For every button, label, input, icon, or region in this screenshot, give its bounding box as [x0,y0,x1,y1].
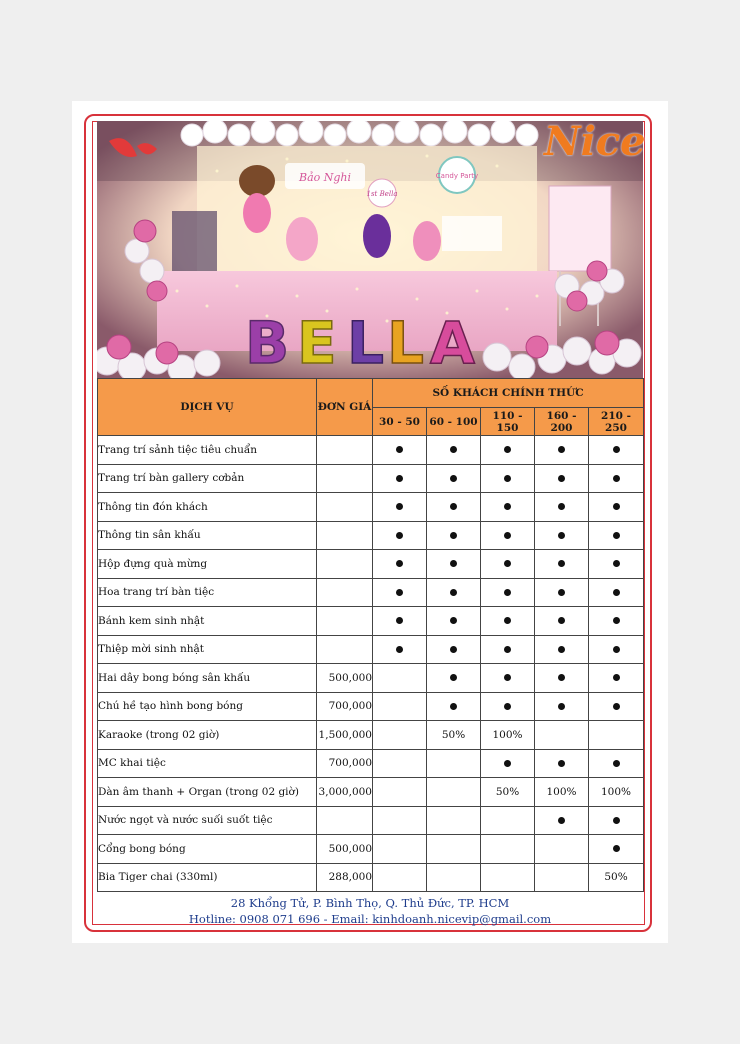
table-row [98,464,644,493]
included-dot-icon [613,475,620,482]
included-dot-icon [558,646,565,653]
included-cell [535,493,589,522]
table-row [98,863,644,892]
percentage-cell: 100% [535,778,589,807]
empty-cell [427,806,481,835]
letter-b: B [245,309,290,377]
included-cell [373,436,427,465]
included-cell [535,436,589,465]
included-cell [481,493,535,522]
unit-price-cell: 700,000 [317,749,373,778]
service-column-header: DỊCH VỤ [98,379,317,436]
included-dot-icon [396,503,403,510]
included-cell [427,692,481,721]
service-name-cell: Karaoke (trong 02 giờ) [98,721,317,750]
table-row [98,835,644,864]
included-dot-icon [504,532,511,539]
guest-range-header: 30 - 50 [373,408,427,436]
included-cell [427,464,481,493]
included-dot-icon [613,646,620,653]
included-dot-icon [558,475,565,482]
included-cell [481,692,535,721]
included-cell [535,635,589,664]
service-name-cell: Nước ngọt và nước suối suốt tiệc [98,806,317,835]
included-dot-icon [558,532,565,539]
included-cell [589,464,644,493]
unit-price-cell [317,436,373,465]
guest-range-header: 60 - 100 [427,408,481,436]
unit-price-cell: 500,000 [317,664,373,693]
included-cell [589,521,644,550]
service-pricing-table [97,378,644,892]
included-cell [373,550,427,579]
service-name-cell: Hai dây bong bóng sân khấu [98,664,317,693]
included-dot-icon [558,617,565,624]
included-cell [427,635,481,664]
included-dot-icon [613,446,620,453]
included-dot-icon [613,817,620,824]
table-row [98,635,644,664]
table-row [98,550,644,579]
guest-range-header: 160 - 200 [535,408,589,436]
service-name-cell: Dàn âm thanh + Organ (trong 02 giờ) [98,778,317,807]
empty-cell [535,721,589,750]
included-dot-icon [396,589,403,596]
included-cell [427,578,481,607]
included-dot-icon [613,532,620,539]
included-cell [589,493,644,522]
included-dot-icon [504,760,511,767]
unit-price-cell: 3,000,000 [317,778,373,807]
included-cell [373,493,427,522]
included-dot-icon [613,560,620,567]
included-dot-icon [396,475,403,482]
footer-contact: Hotline: 0908 071 696 - Email: kinhdoanh.nicevip@gmail.com [188,912,552,926]
included-cell [589,436,644,465]
included-cell [373,578,427,607]
banner-name-text: Bảo Nghi [298,171,352,184]
empty-cell [427,749,481,778]
empty-cell [373,863,427,892]
unit-price-cell [317,607,373,636]
included-dot-icon [613,503,620,510]
service-name-cell: Thiệp mời sinh nhật [98,635,317,664]
percentage-cell: 100% [481,721,535,750]
empty-cell [373,806,427,835]
included-cell [373,464,427,493]
table-row [98,578,644,607]
included-dot-icon [450,560,457,567]
included-dot-icon [450,503,457,510]
included-dot-icon [504,503,511,510]
empty-cell [481,806,535,835]
included-cell [427,436,481,465]
included-cell [481,464,535,493]
table-row [98,436,644,465]
included-dot-icon [396,560,403,567]
service-name-cell: Thông tin sân khấu [98,521,317,550]
unit-price-cell: 500,000 [317,835,373,864]
included-cell [481,749,535,778]
included-dot-icon [558,446,565,453]
included-dot-icon [450,589,457,596]
included-cell [427,521,481,550]
included-dot-icon [558,589,565,596]
included-cell [481,607,535,636]
included-cell [535,806,589,835]
service-name-cell: Cổng bong bóng [98,835,317,864]
included-dot-icon [396,446,403,453]
letter-l1: L [347,309,384,377]
included-cell [589,835,644,864]
unit-price-cell: 700,000 [317,692,373,721]
price-column-header: ĐƠN GIÁ [317,379,373,436]
percentage-cell: 50% [427,721,481,750]
table-row [98,521,644,550]
empty-cell [373,778,427,807]
included-dot-icon [450,674,457,681]
percentage-cell: 100% [589,778,644,807]
unit-price-cell [317,521,373,550]
included-dot-icon [613,617,620,624]
empty-cell [535,835,589,864]
included-dot-icon [396,646,403,653]
included-cell [589,806,644,835]
included-cell [535,578,589,607]
table-row [98,749,644,778]
included-cell [427,493,481,522]
included-cell [535,464,589,493]
included-dot-icon [450,646,457,653]
included-cell [427,607,481,636]
empty-cell [427,835,481,864]
included-cell [589,607,644,636]
service-name-cell: Thông tin đón khách [98,493,317,522]
service-name-cell: Trang trí sảnh tiệc tiêu chuẩn [98,436,317,465]
footer-address: 28 Khổng Tử, P. Bình Thọ, Q. Thủ Đức, TP. HCM [230,896,510,910]
empty-cell [481,863,535,892]
included-cell [373,521,427,550]
included-cell [535,550,589,579]
service-name-cell: Hộp đựng quà mừng [98,550,317,579]
included-dot-icon [504,674,511,681]
table-row [98,493,644,522]
included-cell [373,635,427,664]
included-dot-icon [504,617,511,624]
included-dot-icon [504,475,511,482]
included-cell [481,635,535,664]
empty-cell [535,863,589,892]
included-dot-icon [450,532,457,539]
included-dot-icon [613,674,620,681]
included-dot-icon [613,845,620,852]
included-dot-icon [450,703,457,710]
included-dot-icon [558,760,565,767]
service-name-cell: Bánh kem sinh nhật [98,607,317,636]
candy-party-badge: Candy Party [435,172,479,180]
included-cell [535,692,589,721]
percentage-cell: 50% [481,778,535,807]
unit-price-cell: 288,000 [317,863,373,892]
included-cell [481,664,535,693]
nice-logo: Nice [544,118,646,165]
included-dot-icon [396,617,403,624]
empty-cell [427,863,481,892]
letter-l2: L [387,309,424,377]
guest-range-header: 110 - 150 [481,408,535,436]
included-cell [373,607,427,636]
included-dot-icon [504,560,511,567]
unit-price-cell [317,493,373,522]
included-dot-icon [558,674,565,681]
letter-a: A [430,309,475,377]
included-dot-icon [450,475,457,482]
included-cell [535,749,589,778]
included-cell [427,550,481,579]
table-row [98,607,644,636]
empty-cell [373,692,427,721]
included-cell [589,635,644,664]
unit-price-cell: 1,500,000 [317,721,373,750]
unit-price-cell [317,806,373,835]
empty-cell [373,664,427,693]
empty-cell [481,835,535,864]
included-cell [535,521,589,550]
service-name-cell: Hoa trang trí bàn tiệc [98,578,317,607]
included-cell [589,664,644,693]
service-name-cell: MC khai tiệc [98,749,317,778]
included-cell [589,578,644,607]
percentage-cell: 50% [589,863,644,892]
included-dot-icon [558,503,565,510]
included-dot-icon [504,446,511,453]
letter-e: E [297,309,337,377]
empty-cell [589,721,644,750]
table-row [98,721,644,750]
unit-price-cell [317,578,373,607]
service-name-cell: Chú hề tạo hình bong bóng [98,692,317,721]
included-cell [589,749,644,778]
service-name-cell: Bia Tiger chai (330ml) [98,863,317,892]
included-dot-icon [613,760,620,767]
guest-range-header: 210 - 250 [589,408,644,436]
table-row [98,806,644,835]
included-cell [481,550,535,579]
included-dot-icon [558,703,565,710]
unit-price-cell [317,464,373,493]
small-sign-text: 1st Bella [366,190,398,198]
table-row [98,778,644,807]
included-cell [535,664,589,693]
included-dot-icon [450,617,457,624]
included-dot-icon [396,532,403,539]
empty-cell [427,778,481,807]
included-cell [481,578,535,607]
included-dot-icon [504,589,511,596]
unit-price-cell [317,635,373,664]
included-cell [427,664,481,693]
included-cell [481,521,535,550]
included-dot-icon [613,703,620,710]
included-cell [589,550,644,579]
included-dot-icon [450,446,457,453]
service-name-cell: Trang trí bàn gallery cơbản [98,464,317,493]
empty-cell [373,749,427,778]
included-cell [481,436,535,465]
included-dot-icon [558,817,565,824]
included-cell [589,692,644,721]
table-row [98,692,644,721]
included-dot-icon [504,703,511,710]
included-dot-icon [504,646,511,653]
included-dot-icon [558,560,565,567]
table-header-row [98,379,644,408]
empty-cell [373,721,427,750]
unit-price-cell [317,550,373,579]
included-cell [535,607,589,636]
bella-letters [245,309,475,377]
included-dot-icon [613,589,620,596]
table-body [98,436,644,892]
empty-cell [373,835,427,864]
table-row [98,664,644,693]
guest-count-header: SỐ KHÁCH CHÍNH THỨC [373,379,644,408]
